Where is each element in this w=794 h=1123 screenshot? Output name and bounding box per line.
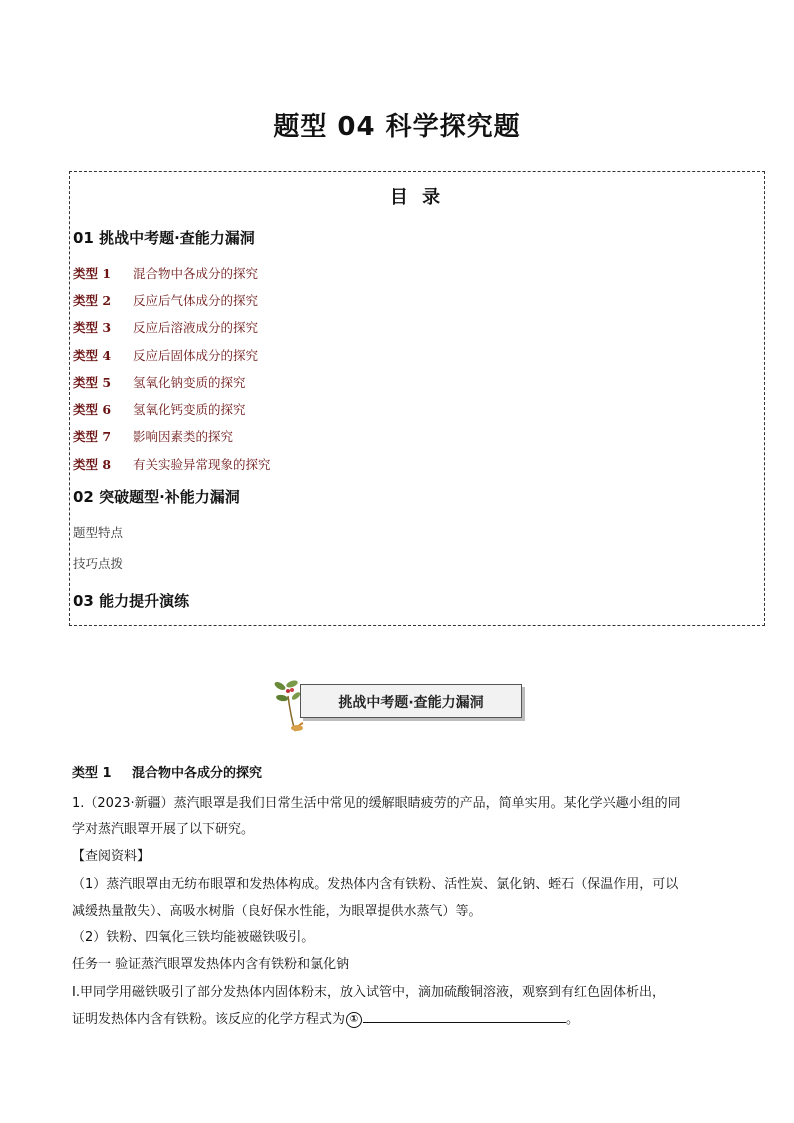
- toc-type-label: 反应后溶液成分的探究: [133, 320, 259, 335]
- question-line: （1）蒸汽眼罩由无纺布眼罩和发热体构成。发热体内含有铁粉、活性炭、氯化钠、蛭石（保温作用，可以: [72, 877, 679, 892]
- question-line: 1.（2023·新疆）蒸汽眼罩是我们日常生活中常见的缓解眼睛疲劳的产品，简单实用。某化学兴趣小组的同: [72, 796, 681, 811]
- toc-type-label: 有关实验异常现象的探究: [133, 457, 271, 472]
- toc-type-label: 反应后固体成分的探究: [133, 348, 259, 363]
- toc-type-number: 类型 2: [73, 293, 112, 308]
- question-line: 减缓热量散失）、高吸水树脂（良好保水性能，为眼罩提供水蒸气）等。: [72, 904, 482, 919]
- toc-type-number: 类型 5: [73, 375, 112, 390]
- toc-type-label: 混合物中各成分的探究: [133, 266, 259, 281]
- blank-marker: ①: [346, 1012, 362, 1028]
- table-of-contents: [69, 171, 765, 626]
- question-heading: 【查阅资料】: [72, 849, 151, 864]
- question-task: 任务一 验证蒸汽眼罩发热体内含有铁粉和氯化钠: [72, 957, 350, 972]
- section-banner: [270, 676, 526, 732]
- banner-box: [300, 684, 522, 718]
- toc-type-item[interactable]: [73, 318, 258, 336]
- toc-type-item[interactable]: [73, 400, 246, 418]
- toc-type-label: 氢氧化钠变质的探究: [133, 375, 246, 390]
- toc-section-2: 02 突破题型·补能力漏洞: [73, 488, 240, 506]
- toc-type-label: 氢氧化钙变质的探究: [133, 402, 246, 417]
- question-type-heading: [72, 762, 262, 781]
- answer-blank[interactable]: [363, 1008, 566, 1023]
- toc-type-number: 类型 3: [73, 320, 112, 335]
- toc-type-item[interactable]: [73, 427, 233, 445]
- answer-prefix: 证明发热体内含有铁粉。该反应的化学方程式为: [72, 1012, 346, 1027]
- toc-type-item[interactable]: [73, 346, 258, 364]
- toc-type-number: 类型 8: [73, 457, 112, 472]
- toc-type-label: 反应后气体成分的探究: [133, 293, 259, 308]
- toc-type-item[interactable]: [73, 455, 271, 473]
- banner-text: 挑战中考题·查能力漏洞: [338, 695, 484, 711]
- toc-type-item[interactable]: [73, 373, 246, 391]
- toc-type-item[interactable]: [73, 264, 258, 282]
- toc-sub-item[interactable]: 技巧点拨: [73, 556, 124, 571]
- page-title: 题型 04 科学探究题: [273, 112, 521, 142]
- toc-type-number: 类型 6: [73, 402, 112, 417]
- question-line: （2）铁粉、四氧化三铁均能被磁铁吸引。: [72, 930, 315, 945]
- toc-type-number: 类型 7: [73, 429, 112, 444]
- question-type-number: 类型 1: [72, 766, 112, 781]
- question-line: Ⅰ.甲同学用磁铁吸引了部分发热体内固体粉末，放入试管中，滴加硫酸铜溶液，观察到有红色固体析出，: [72, 985, 665, 1000]
- toc-type-number: 类型 4: [73, 348, 112, 363]
- question-line: 学对蒸汽眼罩开展了以下研究。: [72, 822, 255, 837]
- toc-type-label: 影响因素类的探究: [133, 429, 234, 444]
- question-type-label: 混合物中各成分的探究: [132, 766, 263, 781]
- toc-type-item[interactable]: [73, 291, 258, 309]
- toc-section-3: 03 能力提升演练: [73, 592, 190, 610]
- toc-type-number: 类型 1: [73, 266, 112, 281]
- toc-section-1: 01 挑战中考题·查能力漏洞: [73, 229, 255, 247]
- toc-title: 目 录: [389, 187, 445, 208]
- answer-suffix: 。: [566, 1012, 580, 1027]
- toc-sub-item[interactable]: 题型特点: [73, 525, 124, 540]
- question-answer-line: [72, 1008, 579, 1028]
